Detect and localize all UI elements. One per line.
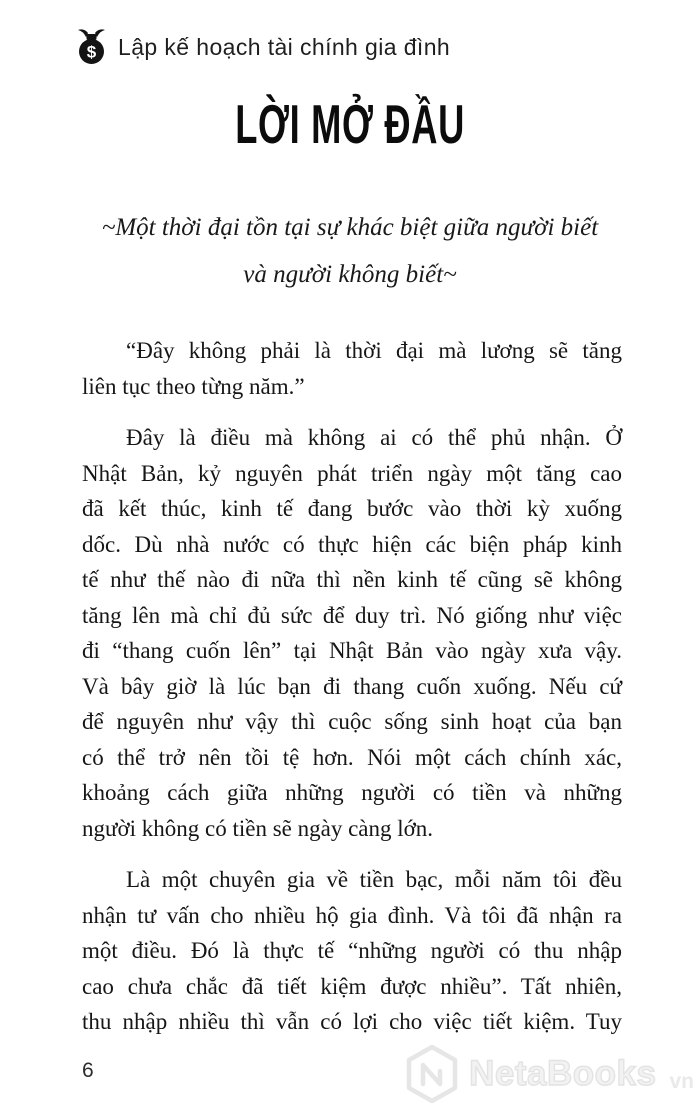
netabooks-logo-icon xyxy=(404,1044,460,1104)
chapter-title-text: LỜI MỞ ĐẦU xyxy=(235,93,465,155)
text-line: tế như thế nào đi nữa thì nền kinh tế cũng sẽ không xyxy=(82,567,622,592)
page-number: 6 xyxy=(82,1059,94,1082)
text-line: nhận tư vấn cho nhiều hộ gia đình. Và tôi đã nhận ra xyxy=(82,902,622,928)
text-line: khoảng cách giữa những người có tiền và những xyxy=(82,780,622,805)
text-line: đi “thang cuốn lên” tại Nhật Bản vào ngày xưa vậy. xyxy=(82,638,622,663)
body-text xyxy=(82,333,622,1040)
watermark-brand: NetaBooks xyxy=(469,1054,657,1093)
paragraph-2 xyxy=(82,420,622,846)
page-header xyxy=(76,28,450,66)
text-line: có thể trở nên tồi tệ hơn. Nói một cách chính xác, xyxy=(82,744,622,770)
text-line: Nhật Bản, kỷ nguyên phát triển ngày một tăng cao xyxy=(82,460,622,486)
watermark-suffix: vn xyxy=(669,1070,694,1093)
epigraph-line-1: ~Một thời đại tồn tại sự khác biệt giữa người biết xyxy=(101,214,599,241)
text-line: Là một chuyên gia về tiền bạc, mỗi năm tôi đều xyxy=(126,867,622,892)
text-line: Và bây giờ là lúc bạn đi thang cuốn xuống. Nếu cứ xyxy=(82,673,622,699)
text-line: để nguyên như vậy thì cuộc sống sinh hoạt của bạn xyxy=(82,709,622,734)
chapter-title xyxy=(0,94,700,162)
netabooks-watermark xyxy=(404,1044,694,1104)
text-line: một điều. Đó là thực tế “những người có thu nhập xyxy=(82,938,622,963)
text-line: Đây là điều mà không ai có thể phủ nhận. Ở xyxy=(126,425,622,450)
book-title: Lập kế hoạch tài chính gia đình xyxy=(118,33,451,60)
paragraph-1 xyxy=(82,333,622,404)
svg-text:$: $ xyxy=(86,42,97,62)
paragraph-3 xyxy=(82,862,622,1040)
text-line: đã kết thúc, kinh tế đang bước vào thời kỳ xuống xyxy=(82,496,622,521)
money-bag-icon xyxy=(76,29,107,65)
text-line: tăng lên mà chỉ đủ sức để duy trì. Nó giống như việc xyxy=(82,602,622,628)
epigraph xyxy=(0,204,700,298)
text-line: “Đây không phải là thời đại mà lương sẽ tăng xyxy=(126,338,622,363)
text-line: thu nhập nhiều thì vẫn có lợi cho việc tiết kiệm. Tuy xyxy=(82,1009,622,1034)
text-line: dốc. Dù nhà nước có thực hiện các biện pháp kinh xyxy=(82,531,622,557)
epigraph-line-2: và người không biết~ xyxy=(243,261,457,288)
text-line: cao chưa chắc đã tiết kiệm được nhiều”. Tất nhiên, xyxy=(82,973,622,999)
text-line: người không có tiền sẽ ngày càng lớn. xyxy=(82,815,434,841)
text-line: liên tục theo từng năm.” xyxy=(82,373,305,399)
